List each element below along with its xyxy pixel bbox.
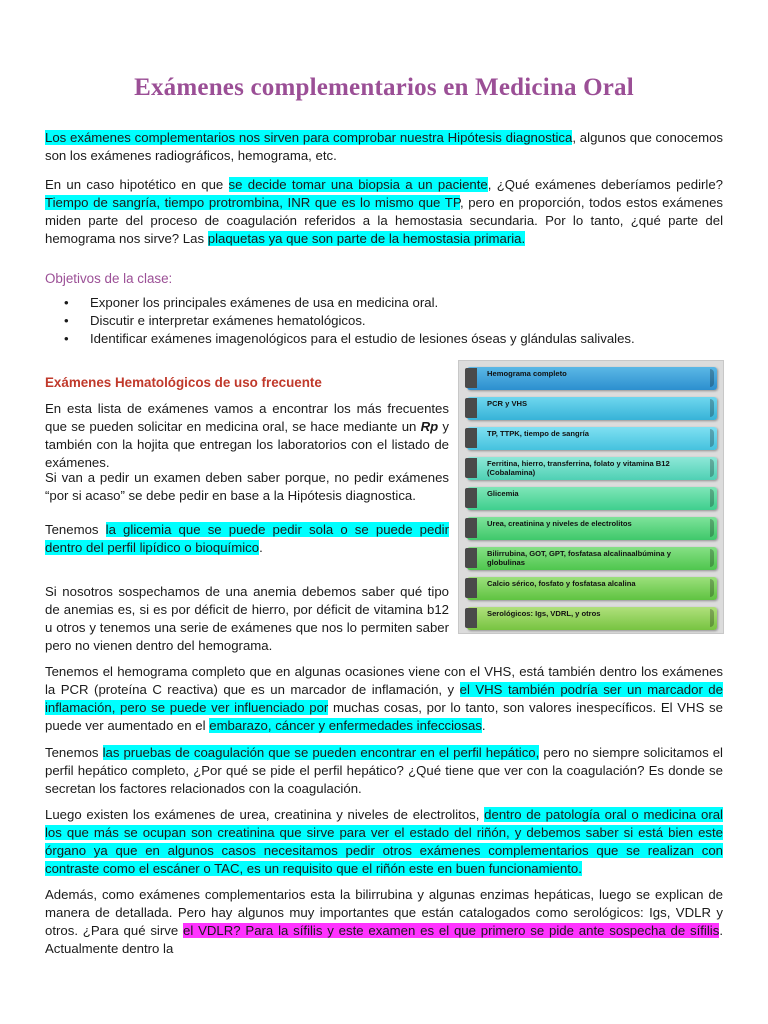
highlight-magenta: el VDLR? Para la sífilis y este examen es el que primero se pide ante sospecha de sífilis <box>183 923 720 938</box>
bar-tab <box>465 398 477 418</box>
highlight: Tiempo de sangría, tiempo protrombina, INR que es lo mismo que TP <box>45 195 460 210</box>
text-run: . <box>481 718 486 733</box>
text-run: En un caso hipotético en que <box>45 177 229 192</box>
text-run: Tenemos el hemograma completo que en algunas ocasiones viene con el VHS, está también dentro los exámenes la PCR (proteína C reactiva) que es un marcador de inflamación, y <box>45 664 723 697</box>
bar-edge <box>710 519 714 537</box>
bar-tab <box>465 368 477 388</box>
highlight: se decide tomar una biopsia a un paciente <box>228 177 488 192</box>
bar-tab <box>465 608 477 628</box>
exam-bar-label: Urea, creatinina y niveles de electrolitos <box>487 519 632 528</box>
list-item <box>62 312 722 330</box>
text-run: . <box>259 540 263 555</box>
exam-bar-label: PCR y VHS <box>487 399 528 408</box>
reason-paragraph: Si van a pedir un examen deben saber porque, no pedir exámenes “por si acaso” se debe pedir en base a la Hipótesis diagnostica. <box>45 470 449 503</box>
text-run: Tenemos <box>45 522 106 537</box>
exam-bar-label: Glicemia <box>487 489 519 498</box>
list-item <box>62 330 722 348</box>
highlight: Los exámenes complementarios nos sirven para comprobar nuestra Hipótesis diagnostica <box>45 130 573 145</box>
exam-bar-label: Hemograma completo <box>487 369 567 378</box>
exam-bar <box>467 487 717 510</box>
exam-bar <box>467 547 717 570</box>
serology-paragraph <box>45 886 723 958</box>
text-run: y también con la hojita que entregan los laboratorios con el listado de exámenes. <box>45 419 449 470</box>
objectives-list <box>62 294 722 348</box>
exam-bar-label: Ferritina, hierro, transferrina, folato y vitamina B12 (Cobalamina) <box>487 459 670 477</box>
text-run: , pero en proporción, todos estos exámenes miden parte del proceso de coagulación referidos a la hemostasia secundaria. Por lo tanto, ¿qué parte del hemograma nos sirve? Las <box>45 195 724 246</box>
exam-bar <box>467 397 717 420</box>
exam-bar <box>467 367 717 390</box>
highlight: las pruebas de coagulación que se pueden encontrar en el perfil hepático, <box>102 745 540 760</box>
anemia-paragraph: Si nosotros sospechamos de una anemia debemos saber qué tipo de anemias es, si es por déficit de hierro, por déficit de vitamina b12 u otros y tenemos una serie de exámenes que nos lo permiten saber pero no vienen dentro del hemograma. <box>45 584 449 653</box>
bullet-icon: • <box>64 295 69 310</box>
bar-edge <box>710 399 714 417</box>
objectives-heading: Objetivos de la clase: <box>45 271 173 286</box>
bar-tab <box>465 548 477 568</box>
bar-edge <box>710 369 714 387</box>
intro-paragraph <box>45 129 723 165</box>
bar-edge <box>710 489 714 507</box>
bullet-icon: • <box>64 331 69 346</box>
text-run: En esta lista de exámenes vamos a encontrar los más frecuentes que se pueden solicitar en medicina oral, se hace mediante un <box>45 401 449 434</box>
bullet-icon: • <box>64 313 69 328</box>
exam-bar-label: Serológicos: Igs, VDRL, y otros <box>487 609 601 618</box>
exam-list-paragraph <box>45 400 449 472</box>
text-run: , ¿Qué exámenes deberíamos pedirle? <box>487 177 723 192</box>
bar-tab <box>465 518 477 538</box>
hemogram-paragraph <box>45 663 723 735</box>
text-run: pero no siempre solicitamos el perfil hepático completo, ¿Por qué se pide el perfil hepático? ¿Qué tiene que ver con la coagulación? Es donde se secretan los factores relacionados con la coagulación. <box>45 745 723 796</box>
bar-edge <box>710 429 714 447</box>
bar-tab <box>465 458 477 478</box>
bar-edge <box>710 459 714 477</box>
list-item-text: Discutir e interpretar exámenes hematológicos. <box>90 313 366 328</box>
kidney-paragraph <box>45 806 723 878</box>
document-title: Exámenes complementarios en Medicina Oral <box>134 74 634 101</box>
exam-bar-label: TP, TTPK, tiempo de sangría <box>487 429 589 438</box>
exam-bar <box>467 607 717 630</box>
highlight: dentro de patología oral o medicina oral los que más se ocupan son creatinina que sirve para ver el estado del riñón, y debemos saber si está bien este órgano ya que en algunos casos necesitamos pedir otros exámenes complementarios que se realizan con contraste como el escáner o TAC, es un requisito que el riñón este en buen funcionamiento. <box>45 807 723 876</box>
coagulation-paragraph <box>45 744 723 798</box>
bar-tab <box>465 488 477 508</box>
bar-tab <box>465 428 477 448</box>
rp-text: Rp <box>420 419 439 434</box>
text-run: , algunos que conocemos son los exámenes radiográficos, hemograma, etc. <box>45 130 723 163</box>
highlight: el VHS también podría ser un marcador de inflamación, pero se puede ver influenciado por <box>45 682 723 715</box>
glycemia-paragraph <box>45 521 449 557</box>
text-run: Luego existen los exámenes de urea, creatinina y niveles de electrolitos, <box>45 807 485 822</box>
bar-tab <box>465 578 477 598</box>
text-run: muchas cosas, por lo tanto, son valores inespecíficos. El VHS se puede ver aumentado en el <box>45 700 723 733</box>
list-item-text: Identificar exámenes imagenológicos para el estudio de lesiones óseas y glándulas salivales. <box>90 331 635 346</box>
text-run: Además, como exámenes complementarios esta la bilirrubina y algunas enzimas hepáticas, luego se explican de manera de detallada. Pero hay algunos muy importantes que están catalogados como serológicos: Igs, VDLR y otros. ¿Para qué sirve <box>45 887 723 938</box>
highlight: plaquetas ya que son parte de la hemostasia primaria. <box>207 231 526 246</box>
bar-edge <box>710 549 714 567</box>
list-item <box>62 294 722 312</box>
hypothesis-paragraph <box>45 176 723 248</box>
exam-bar <box>467 517 717 540</box>
list-item-text: Exponer los principales exámenes de usa en medicina oral. <box>90 295 439 310</box>
highlight: la glicemia que se puede pedir sola o se puede pedir dentro del perfil lipídico o bioquímico <box>45 522 449 555</box>
exam-bar <box>467 427 717 450</box>
section-heading: Exámenes Hematológicos de uso frecuente <box>45 375 322 390</box>
bar-edge <box>710 579 714 597</box>
exam-bar-label: Bilirrubina, GOT, GPT, fosfatasa alcalinaalbúmina y globulinas <box>487 549 671 567</box>
exam-bar <box>467 577 717 600</box>
highlight: embarazo, cáncer y enfermedades infecciosas <box>209 718 482 733</box>
exam-list-diagram <box>458 360 724 634</box>
exam-bar-label: Calcio sérico, fosfato y fosfatasa alcalina <box>487 579 636 588</box>
text-run: Tenemos <box>45 745 103 760</box>
exam-bar <box>467 457 717 480</box>
text-run: . Actualmente dentro la <box>45 923 723 956</box>
bar-edge <box>710 609 714 627</box>
